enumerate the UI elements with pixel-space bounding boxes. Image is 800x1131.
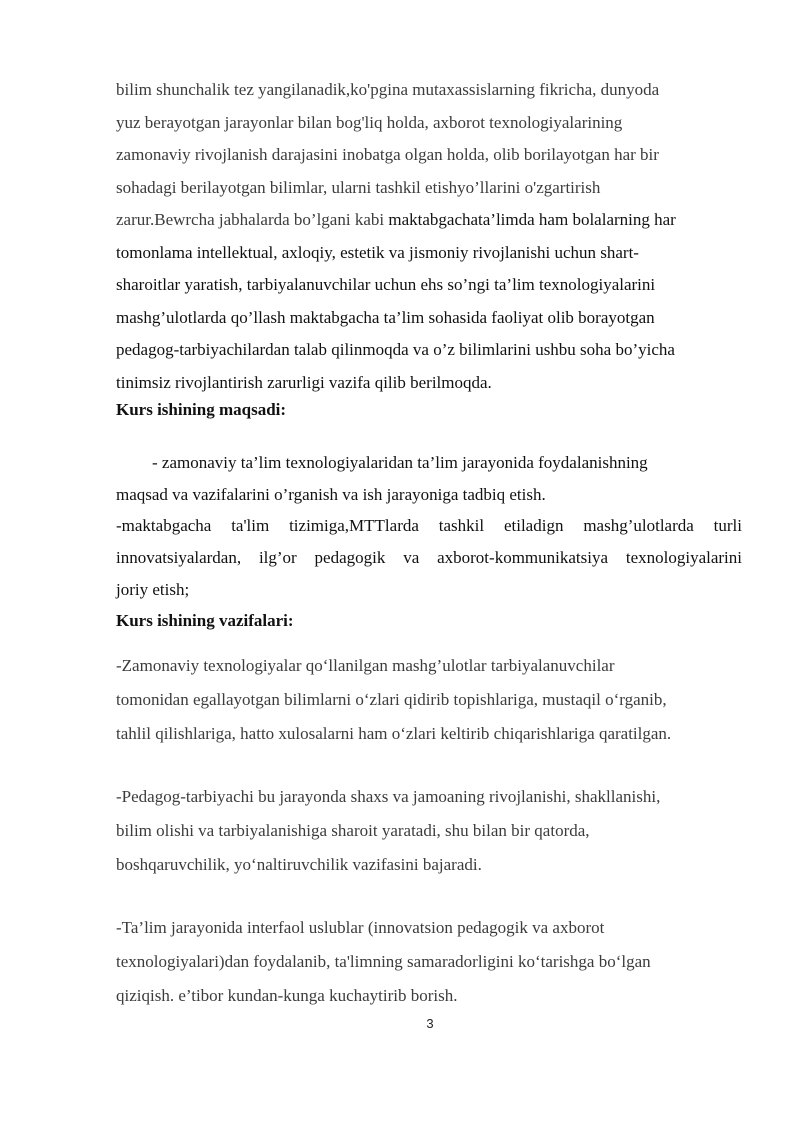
goal-item-1 <box>116 447 742 511</box>
tasks-paragraph-2 <box>116 780 742 882</box>
tasks-heading: Kurs ishining vazifalari: <box>116 611 294 630</box>
intro-line: mashg’ulotlarda qo’llash maktabgacha ta’lim sohasida faoliyat olib borayotgan <box>116 307 655 327</box>
intro-line: yuz berayotgan jarayonlar bilan bog'liq holda, axborot texnologiyalarining <box>116 112 623 132</box>
goal-item-line: innovatsiyalardan, ilg’or pedagogik va axborot-kommunikatsiya texnologiyalarini <box>116 548 742 567</box>
tasks-paragraph-1 <box>116 649 742 751</box>
intro-gray-part: zarur.Bewrcha jabhalarda bo’lgani kabi <box>116 210 389 229</box>
intro-mixed-line <box>116 204 742 237</box>
intro-paragraph <box>116 74 742 399</box>
intro-line: bilim shunchalik tez yangilanadik,ko'pgina mutaxassislarning fikricha, dunyoda <box>116 80 660 99</box>
goal-item-line: joriy etish; <box>116 580 190 599</box>
intro-dark-part: maktabgachata’limda ham bolalarning har <box>388 210 676 229</box>
goal-heading: Kurs ishining maqsadi: <box>116 400 287 419</box>
goal-item-line: maqsad va vazifalarini o’rganish va ish jarayoniga tadbiq etish. <box>116 485 546 504</box>
tasks-line: bilim olishi va tarbiyalanishiga sharoit yaratadi, shu bilan bir qatorda, <box>116 821 590 840</box>
intro-line: zamonaviy rivojlanish darajasini inobatga olgan holda, olib borilayotgan har bir <box>116 145 659 164</box>
tasks-line: -Zamonaviy texnologiyalar qo‘llanilgan mashg’ulotlar tarbiyalanuvchilar <box>116 656 615 675</box>
tasks-line: tahlil qilishlariga, hatto xulosalarni ham o‘zlari keltirib chiqarishlariga qaratilgan. <box>116 724 672 743</box>
tasks-paragraph-3 <box>116 911 742 1013</box>
intro-line: tomonlama intellektual, axloqiy, estetik va jismoniy rivojlanishi uchun shart- <box>116 242 639 262</box>
intro-line: sohadagi berilayotgan bilimlar, ularni tashkil etishyo’llarini o'zgartirish <box>116 177 601 197</box>
intro-line: tinimsiz rivojlantirish zarurligi vazifa qilib berilmoqda. <box>116 372 492 392</box>
tasks-line: qiziqish. e’tibor kundan-kunga kuchaytirib borish. <box>116 986 458 1005</box>
tasks-line: texnologiyalari)dan foydalanib, ta'limning samaradorligini ko‘tarishga bo‘lgan <box>116 952 651 971</box>
goal-item-line: -maktabgacha ta'lim tizimiga,MTTlarda tashkil etiladign mashg’ulotlarda turli <box>116 516 742 535</box>
page-number: 3 <box>426 1016 434 1031</box>
goal-item-line: - zamonaviy ta’lim texnologiyalaridan ta’lim jarayonida foydalanishning <box>152 453 648 472</box>
goal-item-2 <box>116 510 742 606</box>
tasks-line: boshqaruvchilik, yo‘naltiruvchilik vazifasini bajaradi. <box>116 855 482 874</box>
intro-line: pedagog-tarbiyachilardan talab qilinmoqda va o’z bilimlarini ushbu soha bo’yicha <box>116 340 675 359</box>
intro-line: sharoitlar yaratish, tarbiyalanuvchilar uchun ehs so’ngi ta’lim texnologiyalarini <box>116 275 656 294</box>
tasks-line: tomonidan egallayotgan bilimlarni o‘zlari qidirib topishlariga, mustaqil o‘rganib, <box>116 690 667 709</box>
tasks-line: -Pedagog-tarbiyachi bu jarayonda shaxs va jamoaning rivojlanishi, shakllanishi, <box>116 787 661 806</box>
tasks-line: -Ta’lim jarayonida interfaol uslublar (innovatsion pedagogik va axborot <box>116 918 605 937</box>
